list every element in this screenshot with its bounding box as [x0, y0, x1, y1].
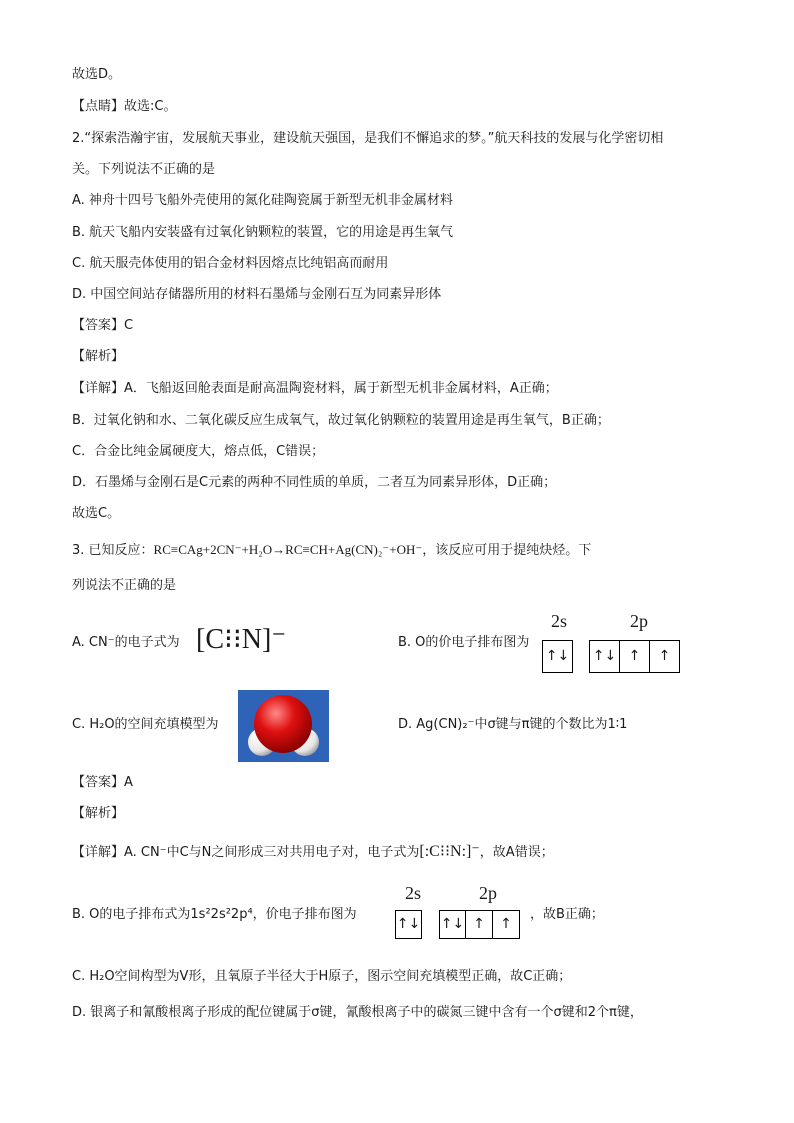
text-line: 故选C。 [72, 506, 121, 521]
text-line: 故选D。 [72, 67, 122, 82]
q3-option-c: C. H₂O的空间充填模型为 [72, 717, 219, 732]
water-space-filling-model [238, 690, 329, 762]
q2-option-b: B. 航天飞船内安装盛有过氧化钠颗粒的装置，它的用途是再生氧气 [72, 225, 454, 240]
question-2-line-2: 关。下列说法不正确的是 [72, 162, 216, 177]
orbital-diagram-2p [589, 640, 680, 673]
oxygen-atom [254, 695, 312, 753]
cn-electron-formula-inline: [:C⁝⁝N:]⁻ [419, 843, 480, 860]
detail-line: 【详解】A. CN⁻中C与N之间形成三对共用电子对，电子式为[:C⁝⁝N:]⁻，故A错误； [72, 843, 554, 860]
orbital-box: ↑↓ [439, 910, 466, 939]
q3-option-b: B. O的价电子排布图为 [398, 635, 530, 650]
orbital-box: ↑↓ [589, 640, 620, 673]
q3-option-d: D. Ag(CN)₂⁻中σ键与π键的个数比为1∶1 [398, 717, 628, 732]
question-3-line-1: 3. 已知反应：RC≡CAg+2CN⁻+H₂O→RC≡CH+Ag(CN)₂⁻+OH⁻，该反应可用于提纯炔烃。下 [72, 542, 592, 558]
orbital-label-2s: 2s [551, 611, 568, 631]
detail-line: C. H₂O空间构型为V形，且氧原子半径大于H原子，图示空间充填模型正确，故C正确； [72, 969, 572, 984]
detail-line: C．合金比纯金属硬度大，熔点低，C错误； [72, 444, 325, 459]
answer-label: 【答案】C [72, 318, 134, 333]
orbital-diagram-2s [395, 910, 422, 939]
q2-option-d: D. 中国空间站存储器所用的材料石墨烯与金刚石互为同素异形体 [72, 287, 442, 302]
cn-electron-formula: [C⁝⁝N]⁻ [196, 624, 287, 655]
detail-line: B. O的电子排布式为1s²2s²2p⁴，价电子排布图为 [72, 907, 357, 922]
orbital-label-2p: 2p [630, 611, 648, 631]
q2-option-a: A. 神舟十四号飞船外壳使用的氮化硅陶瓷属于新型无机非金属材料 [72, 193, 453, 208]
orbital-box: ↑↓ [395, 910, 422, 939]
analysis-label: 【解析】 [72, 806, 125, 821]
orbital-box: ↑ [650, 640, 680, 673]
orbital-box: ↑ [620, 640, 650, 673]
question-2-line-1: 2.“探索浩瀚宇宙，发展航天事业，建设航天强国，是我们不懈追求的梦。”航天科技的发展与化学密切相 [72, 131, 664, 146]
question-3-line-2: 列说法不正确的是 [72, 578, 177, 593]
analysis-label: 【解析】 [72, 349, 125, 364]
detail-line: B．过氧化钠和水、二氧化碳反应生成氧气，故过氧化钠颗粒的装置用途是再生氧气，B正确； [72, 413, 610, 428]
text-line: 【点睛】故选:C。 [72, 99, 177, 114]
orbital-box: ↑ [466, 910, 493, 939]
q2-option-c: C. 航天服壳体使用的铝合金材料因熔点比纯铝高而耐用 [72, 256, 389, 271]
answer-label: 【答案】A [72, 775, 133, 790]
orbital-box: ↑↓ [542, 640, 573, 673]
detail-line: 【详解】A．飞船返回舱表面是耐高温陶瓷材料，属于新型无机非金属材料，A正确； [72, 381, 558, 396]
q3-option-a: A. CN⁻的电子式为 [72, 635, 180, 650]
detail-line: D. 银离子和氰酸根离子形成的配位键属于σ键，氰酸根离子中的碳氮三键中含有一个σ键和2个π键， [72, 1005, 643, 1020]
orbital-label-2s: 2s [405, 883, 422, 903]
orbital-diagram-2p [439, 910, 520, 939]
orbital-label-2p: 2p [479, 883, 497, 903]
detail-line: D．石墨烯与金刚石是C元素的两种不同性质的单质，二者互为同素异形体，D正确； [72, 475, 557, 490]
reaction-equation: RC≡CAg+2CN⁻+H₂O→RC≡CH+Ag(CN)₂⁻+OH⁻ [153, 542, 423, 557]
orbital-box: ↑ [493, 910, 520, 939]
orbital-diagram-2s [542, 640, 573, 673]
detail-line-suffix: ，故B正确； [530, 907, 604, 922]
